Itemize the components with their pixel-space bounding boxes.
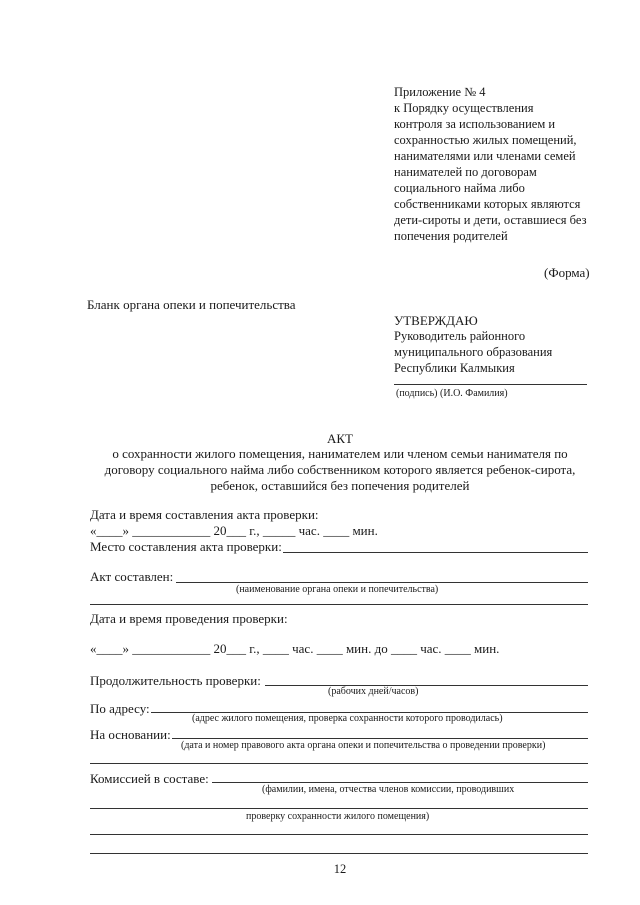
duration-field[interactable]	[265, 685, 588, 686]
appendix-line: нанимателей по договорам	[394, 165, 537, 179]
signature-caption: (подпись) (И.О. Фамилия)	[396, 388, 508, 399]
approve-line: Руководитель районного	[394, 329, 526, 343]
appendix-line: контроля за использованием и	[394, 117, 556, 131]
commission-hint: (фамилии, имена, отчества членов комиссии, проводивших	[262, 784, 515, 795]
act-subtitle-line: ребенок, оставшийся без попечения родителей	[210, 478, 470, 493]
appendix-line: попечения родителей	[394, 229, 508, 243]
date-compiled-field[interactable]: «____» ____________ 20___ г., _____ час. ____ мин.	[90, 523, 378, 538]
duration-hint: (рабочих дней/часов)	[328, 686, 419, 697]
date-compiled-label: Дата и время составления акта проверки:	[90, 507, 319, 522]
basis-field[interactable]	[172, 738, 588, 739]
appendix-line: сохранностью жилых помещений,	[394, 133, 577, 147]
approve-line: муниципального образования	[394, 345, 553, 359]
compiled-by-field-extra[interactable]	[90, 604, 588, 605]
signature-line	[394, 384, 587, 385]
appendix-line: социального найма либо	[394, 181, 525, 195]
compiled-by-field[interactable]	[176, 582, 588, 583]
commission-field-extra[interactable]	[90, 853, 588, 854]
form-label: (Форма)	[544, 265, 590, 280]
place-label: Место составления акта проверки:	[90, 539, 282, 554]
appendix-line: к Порядку осуществления	[394, 101, 534, 115]
commission-label: Комиссией в составе:	[90, 771, 209, 786]
appendix-line: дети-сироты и дети, оставшиеся без	[394, 213, 587, 227]
place-field[interactable]	[283, 552, 588, 553]
commission-hint: проверку сохранности жилого помещения)	[246, 811, 430, 822]
compiled-by-hint: (наименование органа опеки и попечительства)	[236, 584, 439, 595]
basis-hint: (дата и номер правового акта органа опеки и попечительства о проведении проверки)	[181, 740, 546, 751]
basis-label: На основании:	[90, 727, 171, 742]
act-subtitle-line: о сохранности жилого помещения, нанимателем или членом семьи нанимателя по	[112, 446, 568, 461]
act-subtitle-line: договору социального найма либо собственником которого является ребенок-сирота,	[104, 462, 576, 477]
approve-line: Республики Калмыкия	[394, 361, 515, 375]
appendix-line: нанимателями или членами семей	[394, 149, 576, 163]
page-number: 12	[333, 862, 347, 876]
compiled-by-label: Акт составлен:	[90, 569, 174, 584]
act-title: АКТ	[327, 431, 353, 446]
duration-label: Продолжительность проверки:	[90, 673, 261, 688]
address-label: По адресу:	[90, 701, 150, 716]
address-hint: (адрес жилого помещения, проверка сохранности которого проводилась)	[192, 713, 503, 724]
commission-field-extra[interactable]	[90, 808, 588, 809]
basis-field-extra[interactable]	[90, 763, 588, 764]
inspection-date-label: Дата и время проведения проверки:	[90, 611, 288, 626]
blank-label: Бланк органа опеки и попечительства	[87, 297, 296, 312]
appendix-line: собственниками которых являются	[394, 197, 581, 211]
commission-field[interactable]	[212, 782, 588, 783]
approve-title: УТВЕРЖДАЮ	[394, 313, 478, 328]
commission-field-extra[interactable]	[90, 834, 588, 835]
inspection-date-field[interactable]: «____» ____________ 20___ г., ____ час. ____ мин. до ____ час. ____ мин.	[90, 641, 500, 656]
appendix-line: Приложение № 4	[394, 85, 486, 99]
